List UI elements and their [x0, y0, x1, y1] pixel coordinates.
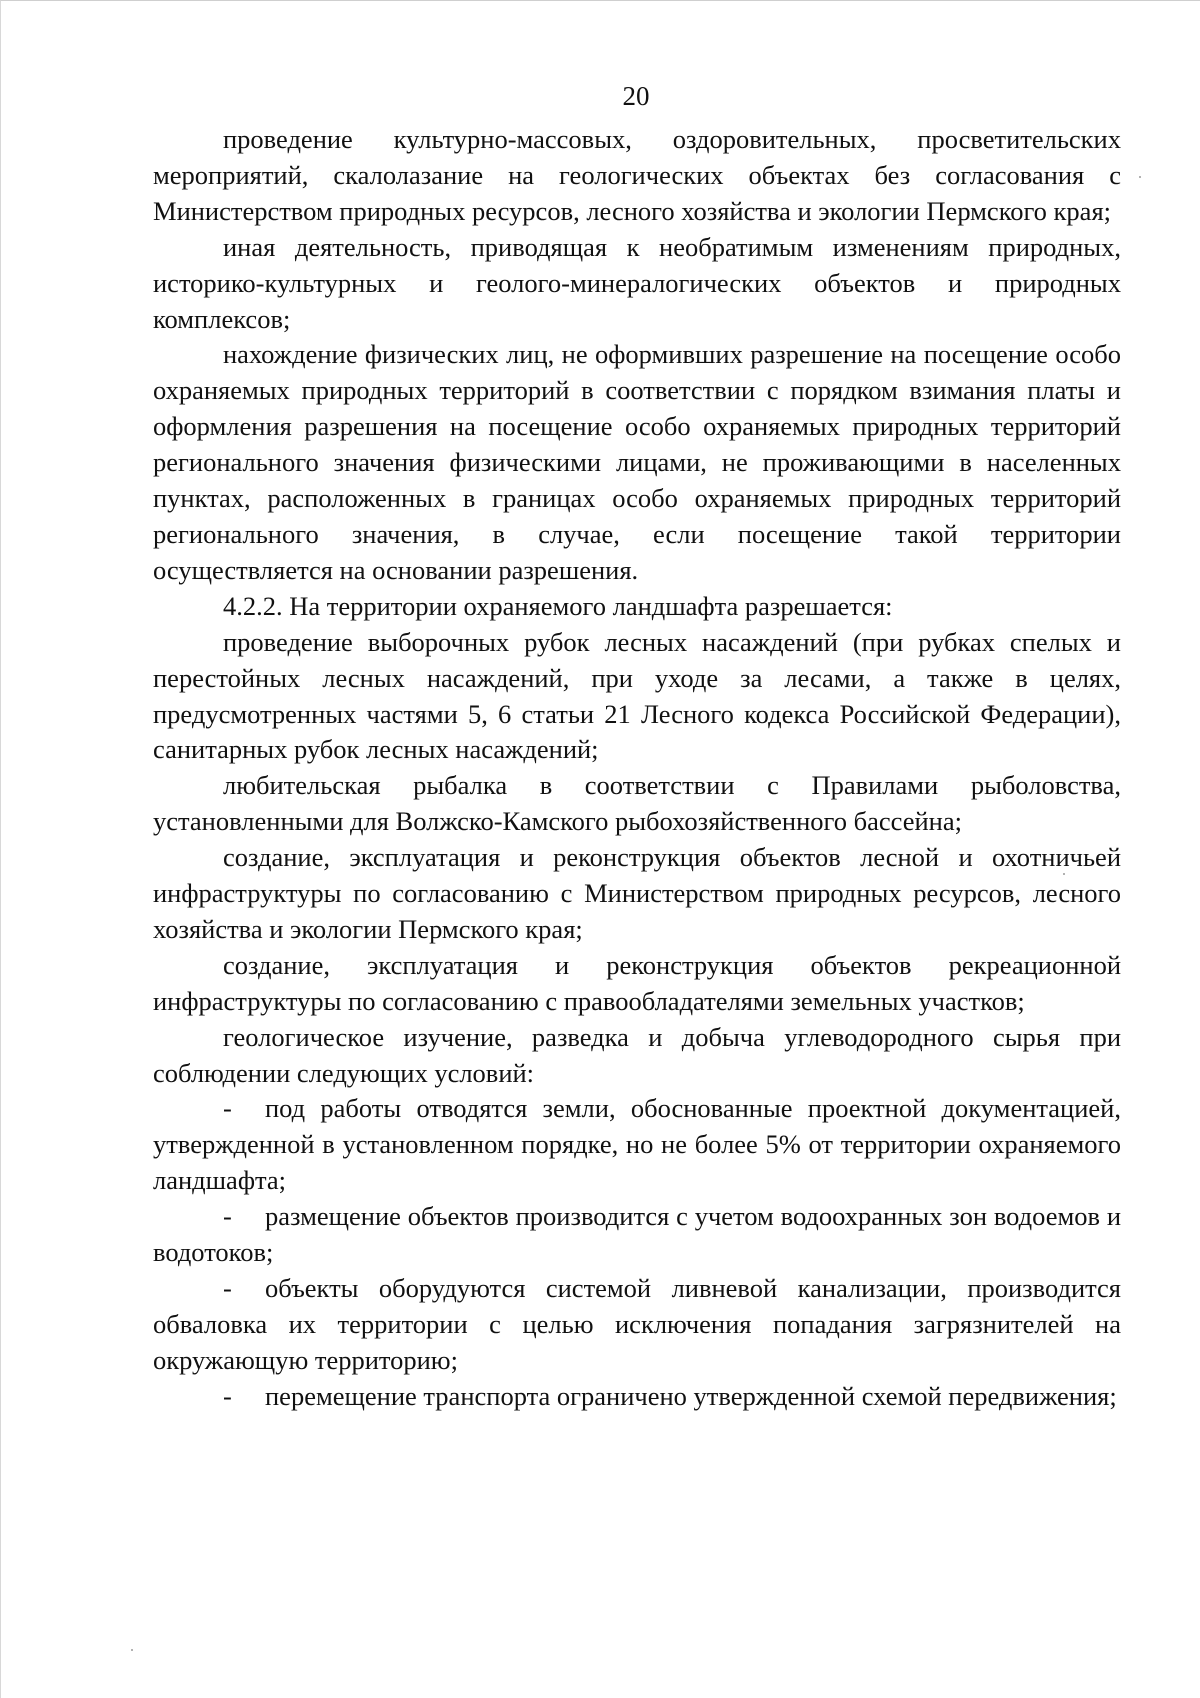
section-heading-4-2-2: 4.2.2. На территории охраняемого ландшафта разрешается:	[223, 590, 893, 621]
condition-item	[153, 1091, 1121, 1199]
paragraph-hydrocarbon-extraction: геологическое изучение, разведка и добыча углеводородного сырья при соблюдении следующих условий:	[153, 1021, 1121, 1088]
scan-speck	[1063, 873, 1065, 875]
dash-marker: -	[223, 1093, 232, 1124]
document-body	[153, 122, 1121, 1415]
paragraph-forest-infrastructure: создание, эксплуатация и реконструкция объектов лесной и охотничьей инфраструктуры по согласованию с Министерством природных ресурсов, лесного хозяйства и экологии Пермского края;	[153, 842, 1121, 944]
scan-speck	[131, 1649, 133, 1651]
dash-marker: -	[223, 1273, 232, 1303]
paragraph-cultural-events: проведение культурно-массовых, оздоровительных, просветительских мероприятий, скалолазание на геологических объектах без согласования с Министерством природных ресурсов, лесного хозяйства и экологии Пермского края;	[153, 124, 1121, 226]
condition-text: размещение объектов производится с учетом водоохранных зон водоемов и водотоков;	[153, 1201, 1121, 1268]
paragraph-recreational-infrastructure: создание, эксплуатация и реконструкция объектов рекреационной инфраструктуры по согласованию с правообладателями земельных участков;	[153, 949, 1121, 1016]
condition-item	[153, 1271, 1121, 1379]
dash-marker: -	[223, 1201, 232, 1232]
condition-item	[153, 1199, 1121, 1271]
page-number: 20	[622, 81, 650, 111]
condition-item	[153, 1379, 1121, 1415]
paragraph-visitor-permits: нахождение физических лиц, не оформивших разрешение на посещение особо охраняемых природных территорий в соответствии с порядком взимания платы и оформления разрешения на посещение особо охраняемых природных территорий регионального значения физическими лицами, не проживающими в населенных пунктах, расположенных в границах особо охраняемых природных территорий регионального значения, в случае, если посещение такой территории осуществляется на основании разрешения.	[153, 339, 1121, 585]
paragraph-other-activity: иная деятельность, приводящая к необратимым изменениям природных, историко-культурных и геолого-минералогических объектов и природных комплексов;	[153, 231, 1121, 334]
paragraph-amateur-fishing: любительская рыбалка в соответствии с Правилами рыболовства, установленными для Волжско-Камского рыбохозяйственного бассейна;	[153, 770, 1121, 837]
condition-text: под работы отводятся земли, обоснованные проектной документацией, утвержденной в установленном порядке, но не более 5% от территории охраняемого ландшафта;	[153, 1093, 1121, 1196]
dash-marker: -	[223, 1380, 232, 1411]
condition-text: перемещение транспорта ограничено утвержденной схемой передвижения;	[265, 1380, 1117, 1411]
paragraph-selective-logging: проведение выборочных рубок лесных насаждений (при рубках спелых и перестойных лесных насаждений, при уходе за лесами, а также в целях, предусмотренных частями 5, 6 статьи 21 Лесного кодекса Российской Федерации), санитарных рубок лесных насаждений;	[153, 626, 1121, 765]
scan-speck	[1139, 176, 1141, 178]
condition-text: объекты оборудуются системой ливневой канализации, производится обваловка их территории с целью исключения попадания загрязнителей на окружающую территорию;	[153, 1273, 1121, 1375]
